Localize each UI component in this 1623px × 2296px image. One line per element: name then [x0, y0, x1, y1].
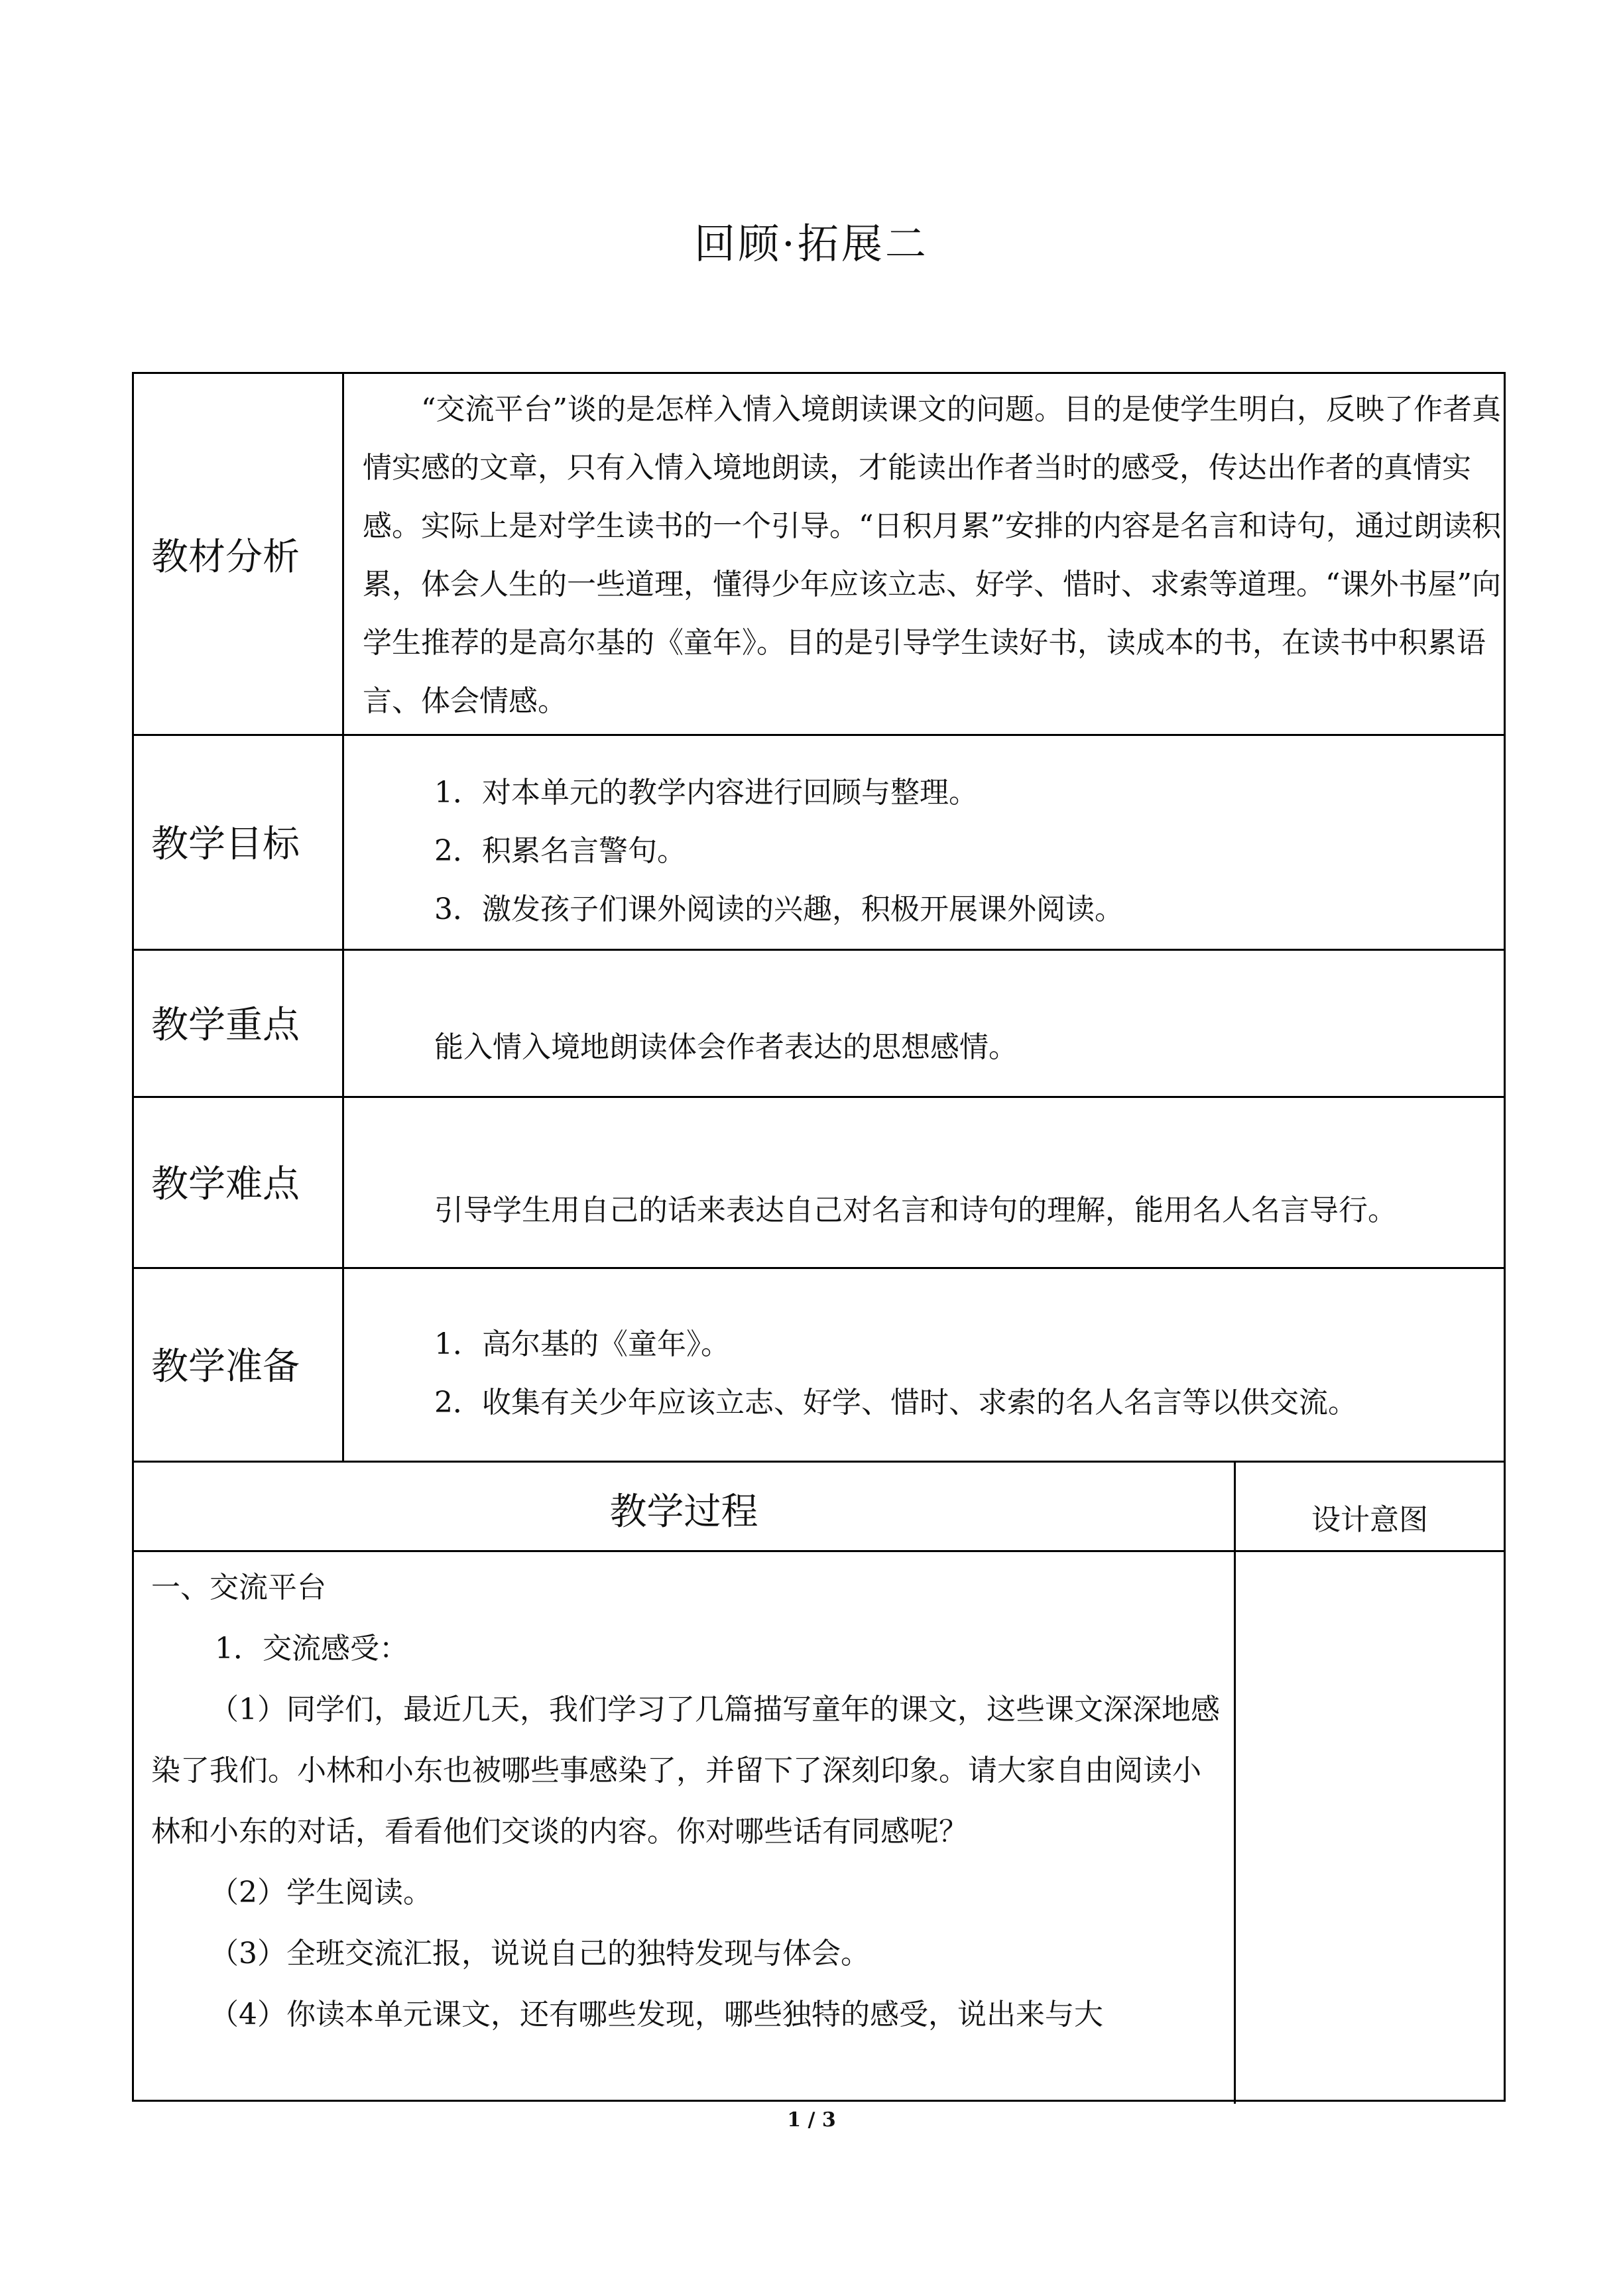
- process-section-heading: 一、交流平台: [151, 1571, 326, 1604]
- row-label-difficulty: 教学难点: [151, 1163, 300, 1206]
- goals-content: [363, 764, 1503, 939]
- process-paragraph: （4）你读本单元课文，还有哪些发现，哪些独特的感受，说出来与大: [210, 1998, 1103, 2031]
- analysis-content: [363, 381, 1503, 731]
- process-paragraph: （3）全班交流汇报，说说自己的独特发现与体会。: [210, 1937, 870, 1970]
- row-divider: [134, 1550, 1504, 1552]
- intent-header: 设计意图: [1311, 1503, 1428, 1537]
- row-label-prep: 教学准备: [151, 1345, 300, 1388]
- difficulty-content: [363, 1181, 1503, 1240]
- page-number: 1 / 3: [787, 2108, 836, 2132]
- process-paragraph: （2）学生阅读。: [210, 1876, 432, 1909]
- process-paragraph: （1）同学们，最近几天，我们学习了几篇描写童年的课文，这些课文深深地感染了我们。小林和小东也被哪些事感染了，并留下了深刻印象。请大家自由阅读小林和小东的对话，看看他们交谈的内容。你对哪些话有同感呢？: [151, 1693, 1220, 1848]
- analysis-text: “交流平台”谈的是怎样入情入境朗读课文的问题。目的是使学生明白，反映了作者真情实感的文章，只有入情入境地朗读，才能读出作者当时的感受，传达出作者的真情实感。实际上是对学生读书的一个引导。“日积月累”安排的内容是名言和诗句，通过朗读积累，体会人生的一些道理，懂得少年应该立志、好学、惜时、求索等道理。“课外书屋”向学生推荐的是高尔基的《童年》。目的是引导学生读好书，读成本的书，在读书中积累语言、体会情感。: [363, 393, 1501, 718]
- row-label-key: 教学重点: [151, 1004, 300, 1047]
- key-content: [363, 1018, 1503, 1077]
- goal-item: 1．对本单元的教学内容进行回顾与整理。: [434, 776, 978, 810]
- process-content: [151, 1557, 1225, 2045]
- difficulty-text: 引导学生用自己的话来表达自己对名言和诗句的理解，能用名人名言导行。: [434, 1193, 1397, 1227]
- prep-content: [363, 1315, 1503, 1432]
- process-header: 教学过程: [609, 1490, 758, 1534]
- row-label-goals: 教学目标: [151, 823, 300, 866]
- prep-item: 1．高尔基的《童年》。: [434, 1327, 730, 1361]
- key-text: 能入情入境地朗读体会作者表达的思想感情。: [434, 1030, 1018, 1064]
- lesson-plan-table: [132, 372, 1506, 2102]
- row-label-analysis: 教材分析: [151, 535, 300, 579]
- page-title: 回顾·拓展二: [694, 219, 929, 268]
- goal-item: 2．积累名言警句。: [434, 834, 686, 868]
- intent-column-divider: [1234, 1461, 1236, 2104]
- prep-item: 2．收集有关少年应该立志、好学、惜时、求索的名人名言等以供交流。: [434, 1386, 1357, 1420]
- goal-item: 3．激发孩子们课外阅读的兴趣，积极开展课外阅读。: [434, 892, 1124, 926]
- row-divider: [134, 1461, 1504, 1463]
- process-subheading: 1．交流感受：: [215, 1632, 408, 1665]
